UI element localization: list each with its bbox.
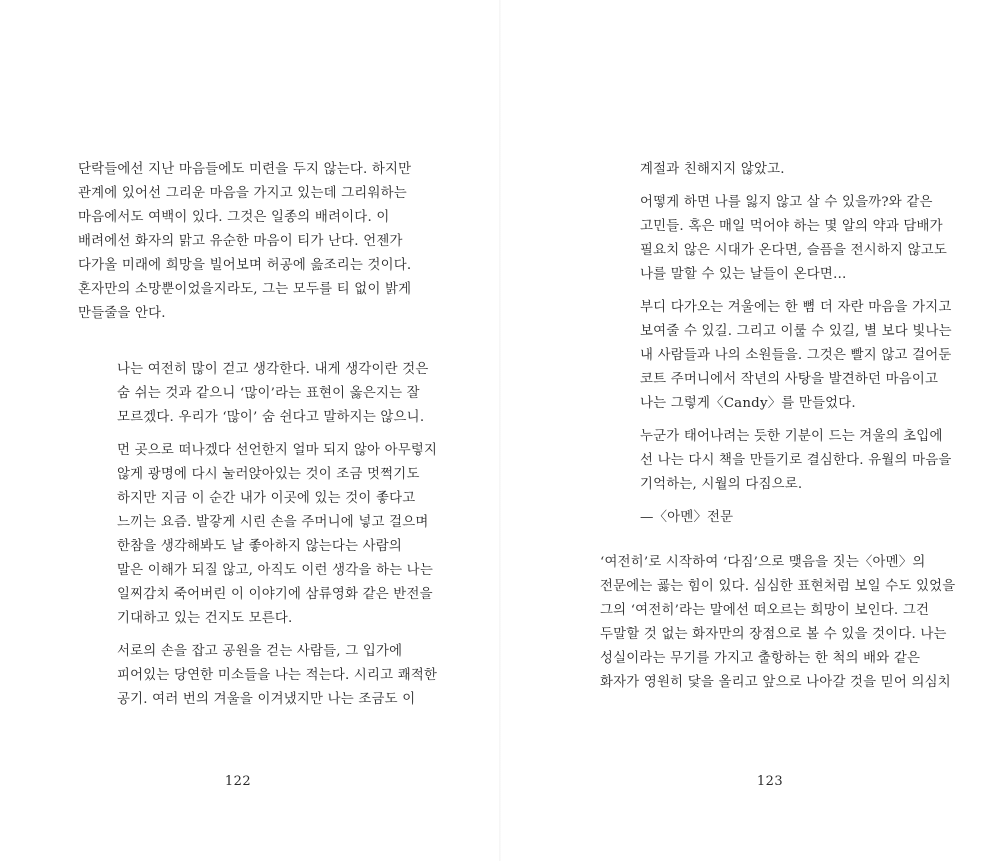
text-line: 관계에 있어선 그리운 마음을 가지고 있는데 그리워하는 (78, 186, 407, 201)
text-line: 고민들. 혹은 매일 먹어야 하는 몇 알의 약과 담배가 (640, 219, 943, 234)
paragraph (117, 358, 437, 430)
text-line: 배려에선 화자의 맑고 유순한 마음이 티가 난다. 언젠가 (78, 234, 403, 249)
page-number: 122 (224, 774, 252, 789)
text-line: 어떻게 하면 나를 잃지 않고 살 수 있을까?와 같은 (640, 195, 933, 210)
text-line: 않게 광명에 다시 눌러앉아있는 것이 조금 멋쩍기도 (117, 467, 420, 482)
quoted-excerpt (117, 358, 437, 721)
text-line: 단락들에선 지난 마음들에도 미련을 두지 않는다. 하지만 (78, 162, 412, 177)
text-line: 필요치 않은 시대가 온다면, 슬픔을 전시하지 않고도 (640, 243, 948, 258)
text-line: 코트 주머니에서 작년의 사탕을 발견하던 마음이고 (640, 372, 939, 387)
text-line: 느끼는 요즘. 발갛게 시린 손을 주머니에 넣고 걸으며 (117, 515, 429, 530)
text-line: 누군가 태어나려는 듯한 기분이 드는 겨울의 초입에 (640, 429, 943, 444)
text-line: —〈아멘〉전문 (640, 510, 734, 525)
text-line: 하지만 지금 이 순간 내가 이곳에 있는 것이 좋다고 (117, 491, 416, 506)
paragraph (640, 158, 952, 182)
text-line: 내 사람들과 나의 소원들을. 그것은 빨지 않고 걸어둔 (640, 348, 952, 363)
text-line: 말은 이해가 되질 않고, 아직도 이런 생각을 하는 나는 (117, 563, 433, 578)
quoted-excerpt (640, 158, 952, 539)
text-line: 화자가 영원히 닻을 올리고 앞으로 나아갈 것을 믿어 의심치 (600, 675, 951, 690)
text-line: 피어있는 당연한 미소들을 나는 적는다. 시리고 쾌적한 (117, 668, 438, 683)
text-line: 혼자만의 소망뿐이었을지라도, 그는 모두를 티 없이 밝게 (78, 282, 412, 297)
page-number: 123 (756, 774, 784, 789)
text-line: 먼 곳으로 떠나겠다 선언한지 얼마 되지 않아 아무렇지 (117, 443, 438, 458)
paragraph (640, 506, 952, 530)
text-line: 공기. 여러 번의 겨울을 이겨냈지만 나는 조금도 이 (117, 692, 416, 707)
commentary-paragraph (600, 551, 955, 695)
text-line: 그의 ‘여전히’라는 말에선 떠오르는 희망이 보인다. 그건 (600, 603, 930, 618)
text-line: 기억하는, 시월의 다짐으로. (640, 477, 803, 492)
text-line: 만들줄을 안다. (78, 306, 166, 321)
text-line: 나를 말할 수 있는 날들이 온다면… (640, 267, 847, 282)
paragraph (640, 296, 952, 416)
text-line: 부디 다가오는 겨울에는 한 뼘 더 자란 마음을 가지고 (640, 300, 952, 315)
text-line: 기대하고 있는 건지도 모른다. (117, 611, 293, 626)
text-line: 계절과 친해지지 않았고. (640, 162, 785, 177)
text-line: 나는 그렇게〈Candy〉를 만들었다. (640, 396, 856, 411)
text-line: ‘여전히’로 시작하여 ‘다짐’으로 맺음을 짓는〈아멘〉의 (600, 555, 926, 570)
text-line: 서로의 손을 잡고 공원을 걷는 사람들, 그 입가에 (117, 644, 403, 659)
paragraph (640, 425, 952, 497)
text-line: 모르겠다. 우리가 ‘많이’ 숨 쉰다고 말하지는 않으니. (117, 410, 425, 425)
text-line: 다가올 미래에 희망을 빌어보며 허공에 읊조리는 것이다. (78, 258, 412, 273)
paragraph (640, 191, 952, 287)
text-line: 나는 여전히 많이 걷고 생각한다. 내게 생각이란 것은 (117, 362, 429, 377)
text-line: 마음에서도 여백이 있다. 그것은 일종의 배려이다. 이 (78, 210, 390, 225)
text-line: 한참을 생각해봐도 날 좋아하지 않는다는 사람의 (117, 539, 402, 554)
text-line: 두말할 것 없는 화자만의 장점으로 볼 수 있을 것이다. 나는 (600, 627, 947, 642)
text-line: 일찌감치 죽어버린 이 이야기에 삼류영화 같은 반전을 (117, 587, 433, 602)
text-line: 전문에는 굟는 힘이 있다. 심심한 표현처럼 보일 수도 있었을 (600, 579, 956, 594)
text-line: 보여줄 수 있길. 그리고 이룰 수 있길, 별 보다 빛나는 (640, 324, 952, 339)
right-page (500, 0, 1000, 861)
text-line: 숨 쉬는 것과 같으니 ‘많이’라는 표현이 옳은지는 잘 (117, 386, 420, 401)
text-line: 성실이라는 무기를 가지고 출항하는 한 척의 배와 같은 (600, 651, 921, 666)
paragraph (117, 439, 437, 631)
text-line: 선 나는 다시 책을 만들기로 결심한다. 유월의 마음을 (640, 453, 952, 468)
intro-paragraph (78, 158, 411, 326)
paragraph (117, 640, 437, 712)
